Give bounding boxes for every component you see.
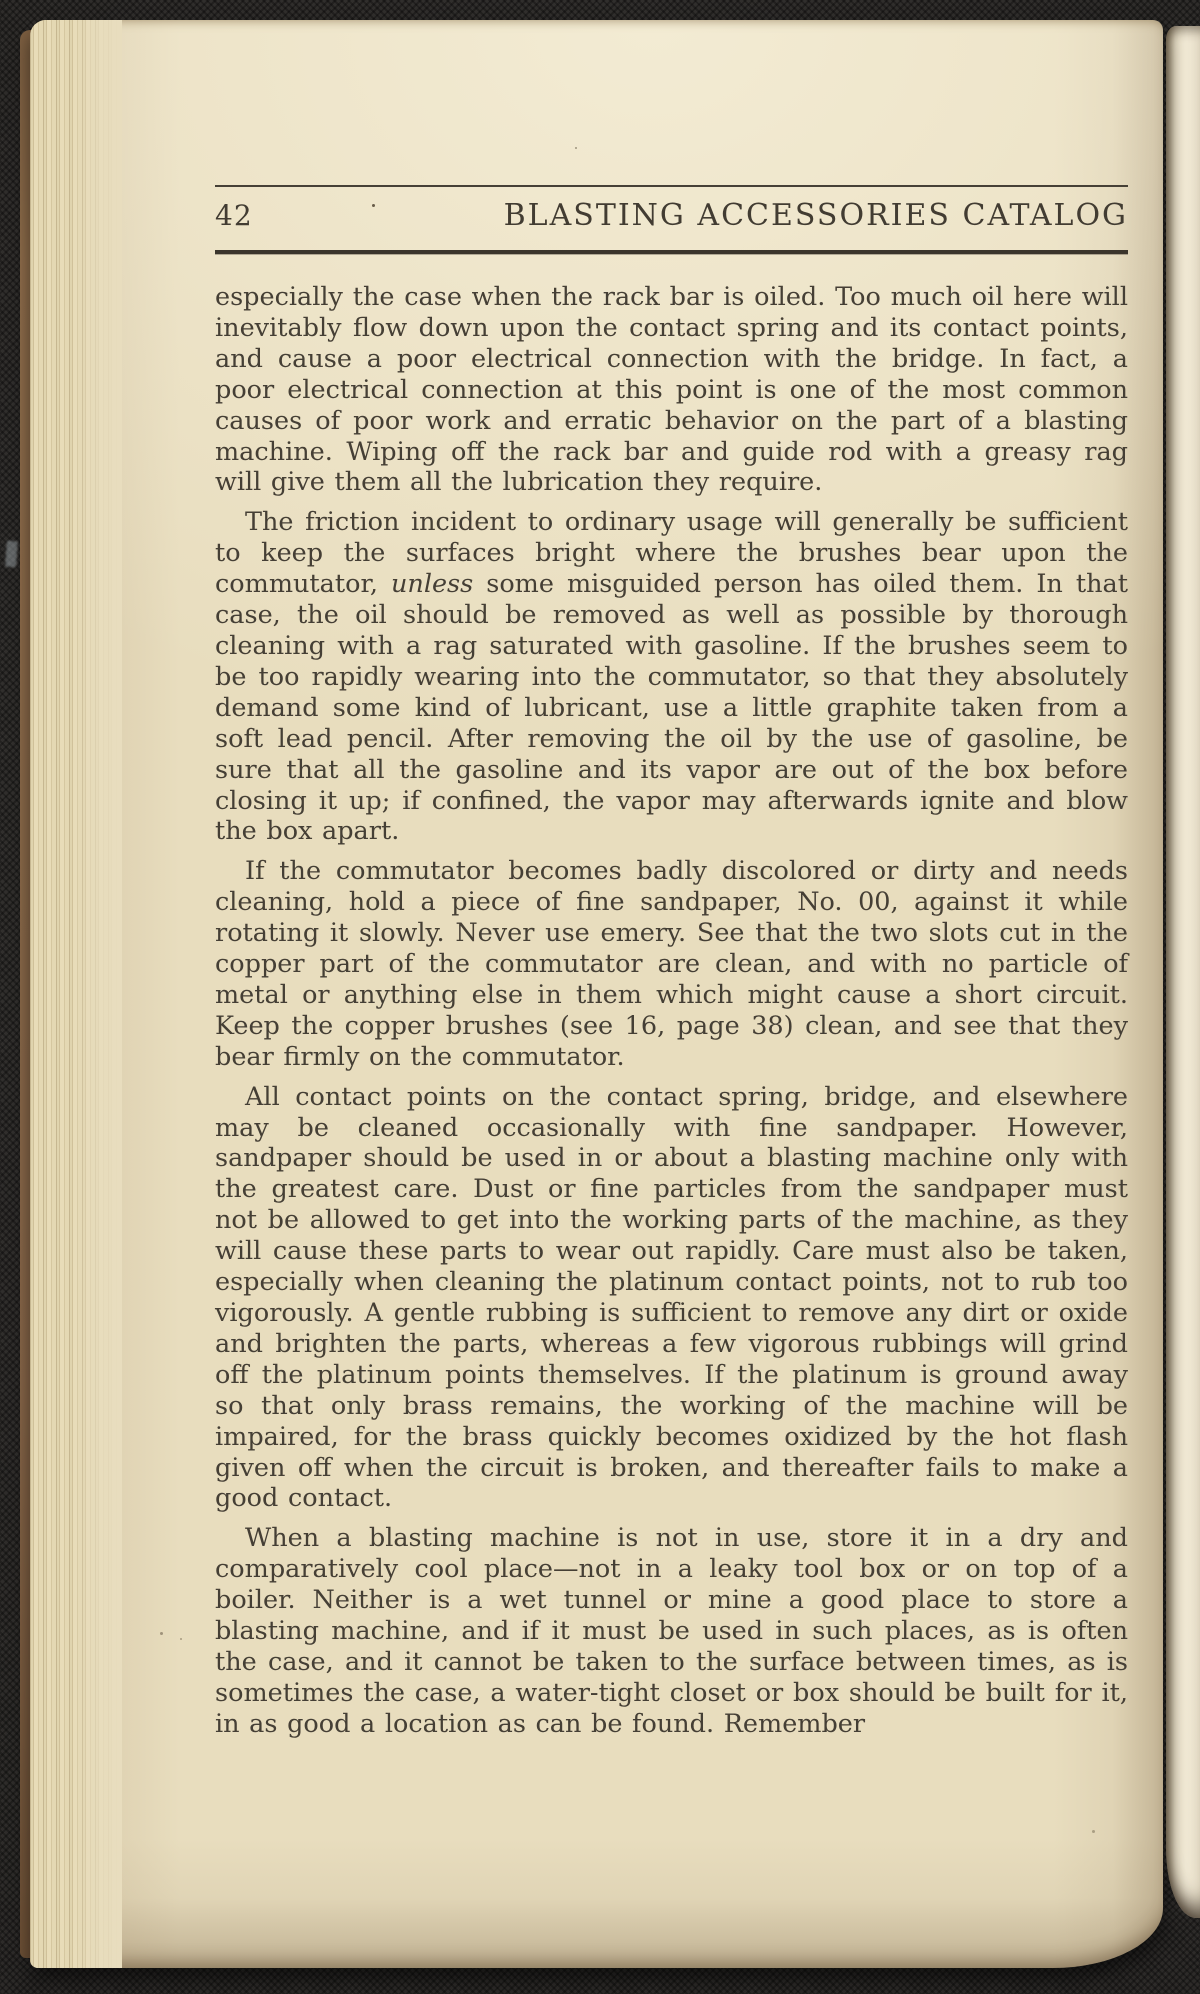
text-segment: The friction incident to ordinary usage will generally be sufficient to keep the surfaces bright where the brushes bear upon the commutator, [215, 507, 1128, 600]
adjacent-page-fore-edge [1166, 26, 1200, 1918]
text-segment: especially the case when the rack bar is oiled. Too much oil here will inevitably flow down upon the contact spring and its contact points, and cause a poor electrical connection with the bridge. In fact, a poor electrical connection at this point is one of the most common causes of poor work and erratic behavior on the part of a blasting machine. Wiping off the rack bar and guide rod with a greasy rag will give them all the lubrication they require. [215, 282, 1128, 498]
header-rule-top [215, 185, 1128, 187]
paper-speck [575, 147, 577, 149]
italic-text: unless [390, 569, 474, 600]
text-segment: When a blasting machine is not in use, store it in a dry and comparatively cool place—not in a leaky tool box or on top of a boiler. Neither is a wet tunnel or mine a good place to store a blasting machine, and if it must be used in such places, as is often the case, and it cannot be taken to the surface between times, as is sometimes the case, a water-tight closet or box should be built for it, in as good a location as can be found. Remember [215, 1523, 1128, 1739]
paragraph [215, 282, 1128, 498]
page-number: 42 [215, 199, 253, 232]
paragraph [215, 856, 1128, 1072]
page-stack-edges [30, 20, 122, 1968]
paragraph [215, 507, 1128, 847]
paragraph [215, 1082, 1128, 1515]
running-header [215, 198, 1128, 233]
body-text [215, 282, 1128, 1740]
page-title: BLASTING ACCESSORIES CATALOG [503, 198, 1128, 233]
paragraph [215, 1523, 1128, 1739]
book-page [30, 20, 1163, 1968]
paper-speck [160, 1632, 163, 1635]
shelf-mark [5, 541, 18, 568]
text-segment: All contact points on the contact spring, bridge, and elsewhere may be cleaned occasionally with fine sandpaper. However, sandpaper should be used in or about a blasting machine only with the greatest care. Dust or fine particles from the sandpaper must not be allowed to get into the working parts of the machine, as they will cause these parts to wear out rapidly. Care must also be taken, especially when cleaning the platinum contact points, not to rub too vigorously. A gentle rubbing is sufficient to remove any dirt or oxide and brighten the parts, whereas a few vigorous rubbings will grind off the platinum points themselves. If the platinum is ground away so that only brass remains, the working of the machine will be impaired, for the brass quickly becomes oxidized by the hot flash given off when the circuit is broken, and thereafter fails to make a good contact. [215, 1081, 1128, 1514]
text-segment: If the commutator becomes badly discolored or dirty and needs cleaning, hold a piece of fine sandpaper, No. 00, against it while rotating it slowly. Never use emery. See that the two slots cut in the copper part of the commutator are clean, and with no particle of metal or anything else in them which might cause a short circuit. Keep the copper brushes (see 16, page 38) clean, and see that they bear firmly on the commutator. [215, 856, 1128, 1072]
paper-speck [1092, 1830, 1095, 1833]
paper-speck [372, 204, 375, 207]
paper-speck [180, 1638, 182, 1640]
text-segment: some misguided person has oiled them. In that case, the oil should be removed as well as possible by thorough cleaning with a rag saturated with gasoline. If the brushes seem to be too rapidly wearing into the commutator, so that they absolutely demand some kind of lubricant, use a little graphite taken from a soft lead pencil. After removing the oil by the use of gasoline, be sure that all the gasoline and its vapor are out of the box before closing it up; if confined, the vapor may afterwards ignite and blow the box apart. [215, 569, 1128, 847]
header-rule-bottom [215, 250, 1128, 254]
